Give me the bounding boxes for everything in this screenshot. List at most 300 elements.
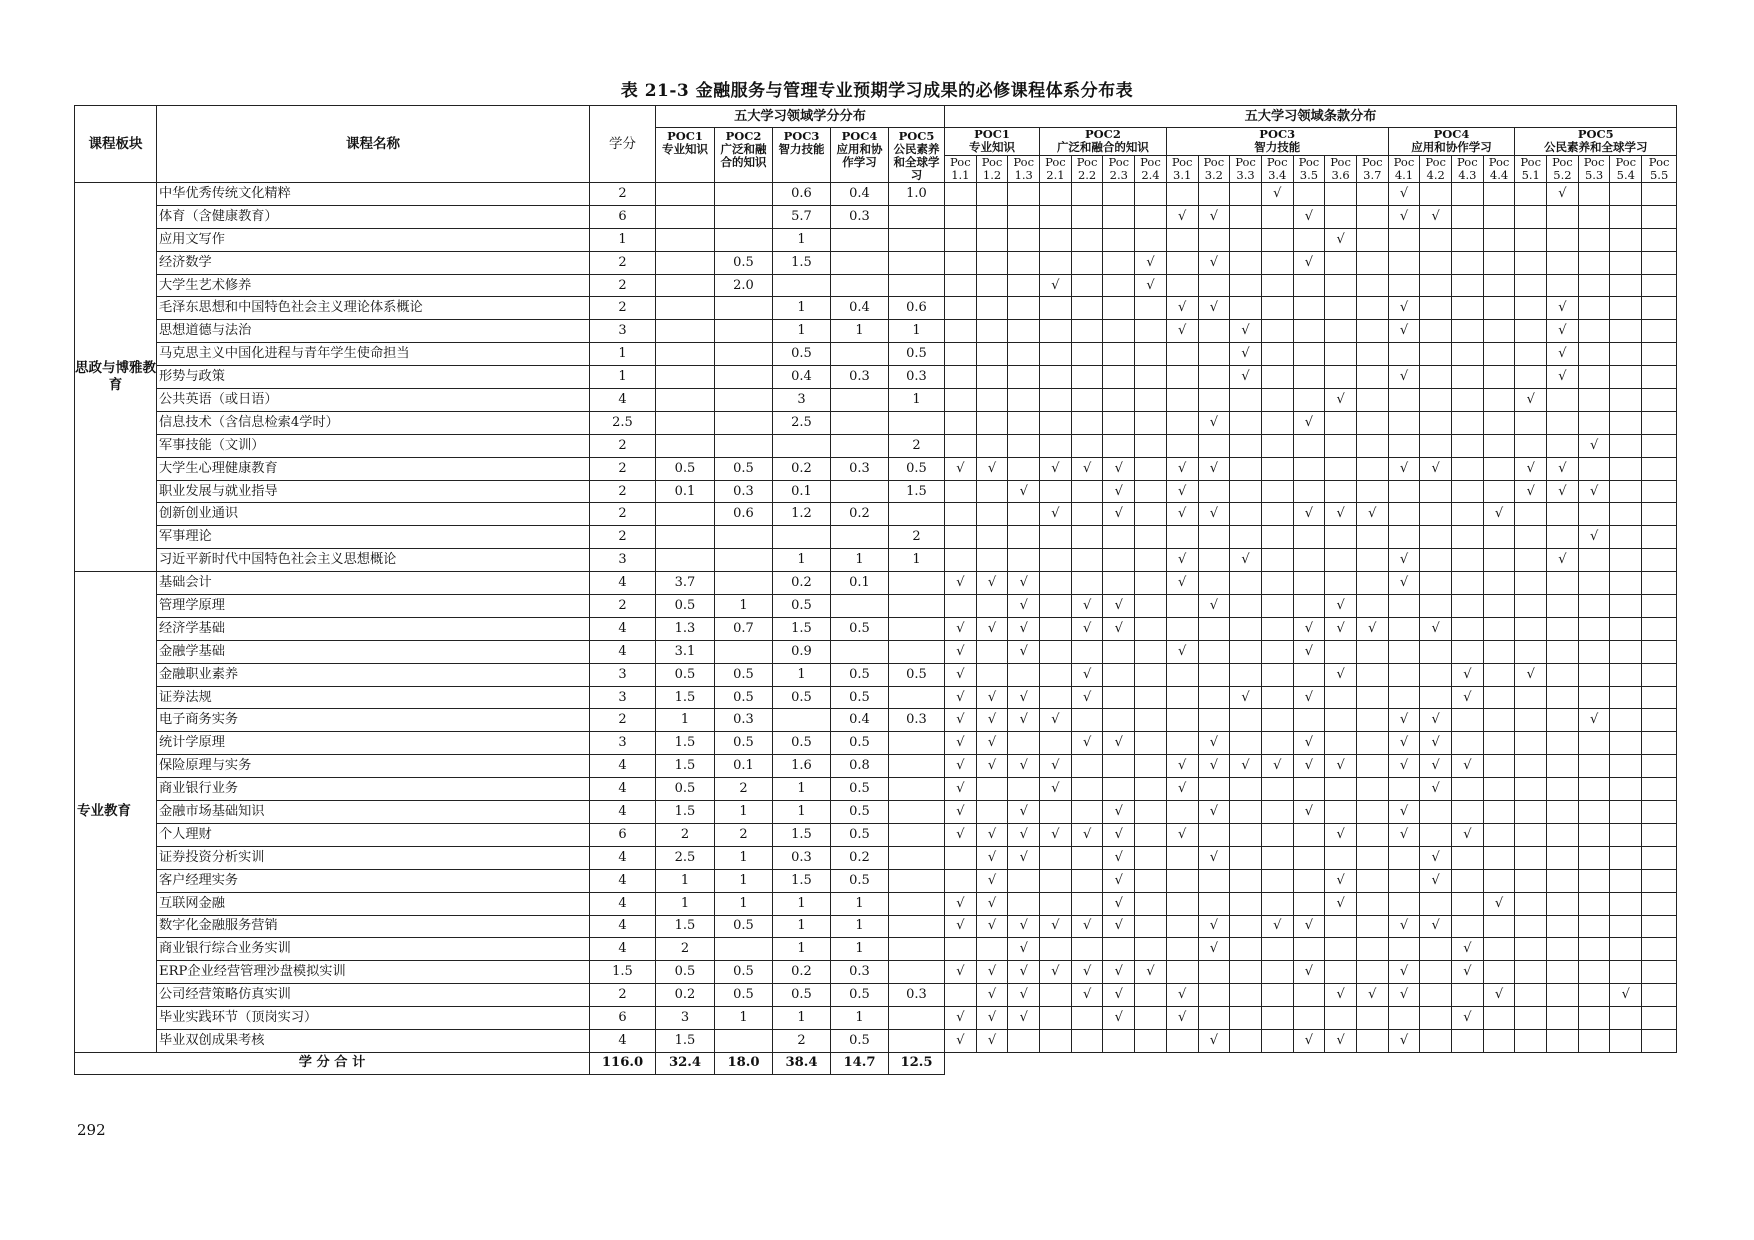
check-cell	[945, 343, 977, 366]
check-mark: √	[956, 758, 965, 774]
check-cell	[1135, 480, 1167, 503]
check-cell	[1610, 411, 1642, 434]
check-cell	[1293, 663, 1325, 686]
credit-poc4: 0.5	[831, 732, 889, 755]
table-row	[75, 984, 1677, 1007]
course-credit: 4	[590, 869, 656, 892]
page-number: 292	[77, 1121, 106, 1139]
check-cell	[945, 274, 977, 297]
check-mark: √	[1304, 918, 1314, 934]
check-cell	[1008, 617, 1040, 640]
credit-poc5: 1.0	[889, 183, 945, 206]
credit-poc3: 0.4	[773, 366, 831, 389]
sub-code: 5.1	[1521, 167, 1540, 182]
check-cell	[1261, 320, 1293, 343]
credit-poc3	[773, 526, 831, 549]
credit-poc1: 1.5	[656, 915, 715, 938]
check-mark: √	[1336, 872, 1345, 888]
check-cell	[1420, 984, 1452, 1007]
credit-poc1	[656, 297, 715, 320]
check-cell	[1642, 595, 1677, 618]
credit-poc5	[889, 595, 945, 618]
check-mark: √	[1178, 781, 1187, 797]
credit-poc5	[889, 572, 945, 595]
check-cell	[1642, 480, 1677, 503]
table-row	[75, 251, 1677, 274]
check-cell	[1547, 915, 1579, 938]
check-cell	[945, 755, 977, 778]
check-cell	[976, 343, 1008, 366]
poc-group-code: POC2	[1085, 127, 1121, 142]
check-cell	[1135, 549, 1167, 572]
course-credit: 4	[590, 801, 656, 824]
credit-poc4	[831, 389, 889, 412]
table-row	[75, 320, 1677, 343]
total-poc2: 18.0	[715, 1052, 773, 1074]
check-cell	[1388, 297, 1420, 320]
check-cell	[1578, 709, 1610, 732]
sub-prefix: Poc	[1393, 155, 1415, 169]
check-cell	[1166, 938, 1198, 961]
check-mark: √	[956, 964, 965, 980]
sub-code: 5.5	[1649, 167, 1669, 182]
credit-poc4: 0.2	[831, 503, 889, 526]
check-cell	[1230, 984, 1262, 1007]
check-cell	[1642, 320, 1677, 343]
credit-poc5	[889, 823, 945, 846]
check-cell	[1483, 389, 1515, 412]
check-cell	[1515, 846, 1547, 869]
check-cell	[1356, 984, 1388, 1007]
check-mark: √	[987, 758, 997, 774]
check-cell	[1071, 640, 1103, 663]
check-mark: √	[1399, 208, 1409, 224]
check-cell	[1071, 1007, 1103, 1030]
check-cell	[1198, 366, 1230, 389]
check-cell	[1610, 228, 1642, 251]
credit-poc3: 0.2	[773, 961, 831, 984]
table-row	[75, 869, 1677, 892]
table-row	[75, 686, 1677, 709]
credit-poc4: 1	[831, 892, 889, 915]
check-cell	[1325, 732, 1357, 755]
check-mark: √	[1431, 758, 1440, 774]
check-cell	[1008, 938, 1040, 961]
check-cell	[1198, 595, 1230, 618]
sub-prefix: Poc	[1552, 155, 1573, 169]
check-cell	[1610, 183, 1642, 206]
course-credit: 4	[590, 572, 656, 595]
check-mark: √	[1399, 803, 1409, 819]
check-cell	[976, 915, 1008, 938]
poc-group-desc: 智力技能	[1254, 140, 1301, 155]
credit-poc2	[715, 297, 773, 320]
check-mark: √	[1019, 712, 1028, 728]
check-cell	[1166, 709, 1198, 732]
check-mark: √	[1019, 620, 1028, 636]
check-cell	[1547, 480, 1579, 503]
check-cell	[1547, 984, 1579, 1007]
credit-poc1	[656, 251, 715, 274]
check-cell	[1452, 343, 1484, 366]
check-cell	[1293, 320, 1325, 343]
check-mark: √	[1558, 483, 1567, 499]
check-cell	[1103, 801, 1135, 824]
credit-poc4: 1	[831, 1007, 889, 1030]
check-cell	[1642, 274, 1677, 297]
check-cell	[1642, 205, 1677, 228]
check-cell	[1388, 183, 1420, 206]
check-cell	[1610, 366, 1642, 389]
check-mark: √	[1399, 758, 1409, 774]
course-name: 大学生心理健康教育	[157, 457, 590, 480]
check-mark: √	[956, 712, 965, 728]
header-sub-3-2	[1198, 155, 1230, 183]
check-cell	[1008, 480, 1040, 503]
check-cell	[1261, 778, 1293, 801]
check-cell	[1325, 595, 1357, 618]
check-cell	[1230, 869, 1262, 892]
check-cell	[1198, 205, 1230, 228]
check-cell	[1578, 228, 1610, 251]
check-cell	[1610, 549, 1642, 572]
check-cell	[1008, 709, 1040, 732]
credit-poc4: 0.4	[831, 709, 889, 732]
check-mark: √	[1019, 918, 1028, 934]
check-cell	[1388, 961, 1420, 984]
credit-poc2	[715, 938, 773, 961]
table-row	[75, 823, 1677, 846]
check-cell	[1642, 686, 1677, 709]
check-cell	[1356, 434, 1388, 457]
check-cell	[1515, 320, 1547, 343]
check-mark: √	[1019, 689, 1028, 705]
check-cell	[1135, 205, 1167, 228]
check-cell	[976, 595, 1008, 618]
check-cell	[976, 869, 1008, 892]
check-cell	[1166, 457, 1198, 480]
check-cell	[1166, 823, 1198, 846]
check-mark: √	[1399, 826, 1409, 842]
check-cell	[1578, 984, 1610, 1007]
check-mark: √	[1082, 666, 1092, 682]
check-mark: √	[1431, 781, 1440, 797]
check-cell	[1071, 823, 1103, 846]
check-mark: √	[1178, 323, 1187, 339]
check-cell	[1135, 343, 1167, 366]
check-cell	[1483, 663, 1515, 686]
course-name: 马克思主义中国化进程与青年学生使命担当	[157, 343, 590, 366]
check-mark: √	[1399, 460, 1409, 476]
check-mark: √	[1273, 918, 1282, 934]
check-cell	[1040, 938, 1072, 961]
check-cell	[1642, 984, 1677, 1007]
check-cell	[1420, 663, 1452, 686]
check-mark: √	[1114, 987, 1123, 1003]
check-cell	[1452, 526, 1484, 549]
poc-code: POC2	[725, 129, 762, 143]
course-credit: 3	[590, 663, 656, 686]
check-cell	[1420, 961, 1452, 984]
check-cell	[1483, 480, 1515, 503]
check-mark: √	[1399, 369, 1409, 385]
check-mark: √	[1082, 597, 1092, 613]
check-mark: √	[1399, 918, 1409, 934]
check-cell	[976, 183, 1008, 206]
check-cell	[1578, 595, 1610, 618]
course-credit: 2	[590, 274, 656, 297]
header-group-poc3	[1166, 128, 1388, 156]
table-row	[75, 457, 1677, 480]
check-cell	[1452, 595, 1484, 618]
check-cell	[1388, 411, 1420, 434]
check-cell	[1483, 709, 1515, 732]
check-mark: √	[1399, 575, 1409, 591]
check-cell	[1642, 183, 1677, 206]
check-mark: √	[1494, 895, 1504, 911]
header-item-dist: 五大学习领域条款分布	[945, 106, 1677, 128]
table-row	[75, 228, 1677, 251]
table-row	[75, 892, 1677, 915]
check-cell	[1610, 572, 1642, 595]
check-cell	[1452, 411, 1484, 434]
check-mark: √	[1209, 300, 1218, 316]
check-cell	[1483, 732, 1515, 755]
check-mark: √	[1304, 208, 1314, 224]
credit-poc5: 2	[889, 434, 945, 457]
credit-poc1	[656, 549, 715, 572]
header-credit-poc1	[656, 128, 715, 183]
check-cell	[1230, 617, 1262, 640]
sub-code: 3.6	[1331, 167, 1350, 182]
check-cell	[1515, 503, 1547, 526]
check-cell	[1452, 228, 1484, 251]
check-cell	[1610, 938, 1642, 961]
check-cell	[1071, 411, 1103, 434]
check-cell	[1578, 640, 1610, 663]
check-cell	[1198, 274, 1230, 297]
check-cell	[1071, 526, 1103, 549]
header-course: 课程名称	[157, 106, 590, 183]
check-cell	[1135, 686, 1167, 709]
check-mark: √	[1431, 208, 1440, 224]
sub-code: 4.1	[1394, 167, 1414, 182]
check-cell	[1356, 869, 1388, 892]
check-cell	[945, 549, 977, 572]
check-cell	[1388, 846, 1420, 869]
check-cell	[1610, 823, 1642, 846]
check-cell	[1166, 915, 1198, 938]
course-name: ERP企业经营管理沙盘模拟实训	[157, 961, 590, 984]
credit-poc3: 1.6	[773, 755, 831, 778]
check-cell	[1642, 617, 1677, 640]
check-cell	[1261, 1029, 1293, 1052]
check-cell	[1642, 526, 1677, 549]
course-credit: 4	[590, 389, 656, 412]
check-mark: √	[1209, 1032, 1218, 1048]
check-cell	[1008, 823, 1040, 846]
check-cell	[1166, 732, 1198, 755]
check-cell	[1420, 251, 1452, 274]
credit-poc3: 1.5	[773, 617, 831, 640]
check-cell	[1293, 572, 1325, 595]
credit-poc1	[656, 343, 715, 366]
check-cell	[1040, 892, 1072, 915]
course-name: 证券投资分析实训	[157, 846, 590, 869]
check-cell	[1420, 617, 1452, 640]
check-cell	[1483, 205, 1515, 228]
check-cell	[1578, 892, 1610, 915]
check-cell	[1040, 205, 1072, 228]
course-name: 商业银行综合业务实训	[157, 938, 590, 961]
check-cell	[1293, 892, 1325, 915]
check-cell	[1610, 915, 1642, 938]
check-cell	[1135, 434, 1167, 457]
check-cell	[1293, 274, 1325, 297]
check-cell	[1452, 1007, 1484, 1030]
check-cell	[1356, 205, 1388, 228]
check-cell	[1040, 183, 1072, 206]
credit-poc5: 0.5	[889, 343, 945, 366]
credit-poc1: 3	[656, 1007, 715, 1030]
check-cell	[945, 320, 977, 343]
check-mark: √	[1178, 552, 1187, 568]
check-cell	[1261, 755, 1293, 778]
check-mark: √	[1209, 941, 1218, 957]
check-cell	[1547, 640, 1579, 663]
check-cell	[1388, 755, 1420, 778]
sub-prefix: Poc	[1235, 155, 1256, 169]
header-sub-3-3	[1230, 155, 1262, 183]
check-mark: √	[1399, 987, 1409, 1003]
check-cell	[1388, 274, 1420, 297]
sub-code: 1.3	[1014, 167, 1033, 182]
check-cell	[1642, 434, 1677, 457]
check-cell	[1388, 251, 1420, 274]
check-mark: √	[1399, 323, 1409, 339]
check-mark: √	[1114, 460, 1123, 476]
check-cell	[1040, 869, 1072, 892]
poc-code: POC1	[667, 129, 703, 143]
credit-poc1	[656, 366, 715, 389]
header-sub-1-3	[1008, 155, 1040, 183]
check-mark: √	[987, 826, 997, 842]
poc-code: POC4	[841, 129, 878, 143]
check-cell	[1103, 297, 1135, 320]
check-mark: √	[1082, 918, 1092, 934]
check-cell	[1420, 892, 1452, 915]
check-cell	[1452, 549, 1484, 572]
check-cell	[1452, 320, 1484, 343]
credit-poc3: 1	[773, 801, 831, 824]
check-cell	[1578, 846, 1610, 869]
check-cell	[1356, 686, 1388, 709]
check-cell	[945, 411, 977, 434]
check-cell	[1040, 366, 1072, 389]
check-mark: √	[1336, 826, 1345, 842]
check-cell	[1610, 732, 1642, 755]
check-cell	[1293, 595, 1325, 618]
header-sub-2-1	[1040, 155, 1072, 183]
check-cell	[1166, 251, 1198, 274]
check-cell	[1642, 709, 1677, 732]
check-cell	[976, 663, 1008, 686]
check-mark: √	[987, 918, 997, 934]
credit-poc2: 0.5	[715, 251, 773, 274]
check-cell	[1356, 228, 1388, 251]
check-cell	[1230, 595, 1262, 618]
check-cell	[1230, 732, 1262, 755]
check-cell	[1230, 915, 1262, 938]
credit-poc5	[889, 961, 945, 984]
check-cell	[1388, 640, 1420, 663]
check-cell	[1261, 251, 1293, 274]
check-mark: √	[1114, 597, 1123, 613]
check-cell	[1388, 572, 1420, 595]
check-cell	[1103, 846, 1135, 869]
check-mark: √	[1336, 231, 1345, 247]
course-name: 互联网金融	[157, 892, 590, 915]
check-cell	[976, 297, 1008, 320]
check-mark: √	[1082, 826, 1092, 842]
check-cell	[1420, 503, 1452, 526]
credit-poc5	[889, 617, 945, 640]
poc-group-code: POC1	[974, 127, 1010, 142]
check-cell	[1483, 892, 1515, 915]
check-mark: √	[1589, 483, 1599, 499]
check-mark: √	[1431, 872, 1440, 888]
check-cell	[1071, 320, 1103, 343]
check-mark: √	[1019, 803, 1028, 819]
check-cell	[976, 366, 1008, 389]
check-cell	[1261, 343, 1293, 366]
credit-poc5: 0.3	[889, 709, 945, 732]
check-cell	[1040, 663, 1072, 686]
check-cell	[976, 823, 1008, 846]
check-cell	[1293, 617, 1325, 640]
check-cell	[1420, 869, 1452, 892]
check-mark: √	[1019, 987, 1028, 1003]
credit-poc4: 0.1	[831, 572, 889, 595]
check-cell	[1547, 343, 1579, 366]
check-cell	[1610, 251, 1642, 274]
check-cell	[1071, 205, 1103, 228]
check-cell	[1578, 205, 1610, 228]
credit-poc3: 1	[773, 228, 831, 251]
check-mark: √	[1178, 483, 1187, 499]
check-mark: √	[1494, 506, 1504, 522]
header-group-poc5	[1515, 128, 1677, 156]
check-cell	[1610, 778, 1642, 801]
check-cell	[1103, 938, 1135, 961]
credit-poc5	[889, 732, 945, 755]
check-cell	[976, 1029, 1008, 1052]
check-cell	[1135, 411, 1167, 434]
check-mark: √	[1431, 620, 1440, 636]
check-cell	[976, 1007, 1008, 1030]
header-sub-3-5	[1293, 155, 1325, 183]
check-cell	[1166, 228, 1198, 251]
check-mark: √	[1304, 689, 1314, 705]
check-cell	[1515, 251, 1547, 274]
credit-poc3: 1	[773, 915, 831, 938]
course-name: 毕业双创成果考核	[157, 1029, 590, 1052]
check-cell	[1547, 732, 1579, 755]
sub-code: 5.3	[1584, 167, 1604, 182]
check-mark: √	[1336, 597, 1345, 613]
check-cell	[1040, 846, 1072, 869]
check-cell	[1483, 617, 1515, 640]
